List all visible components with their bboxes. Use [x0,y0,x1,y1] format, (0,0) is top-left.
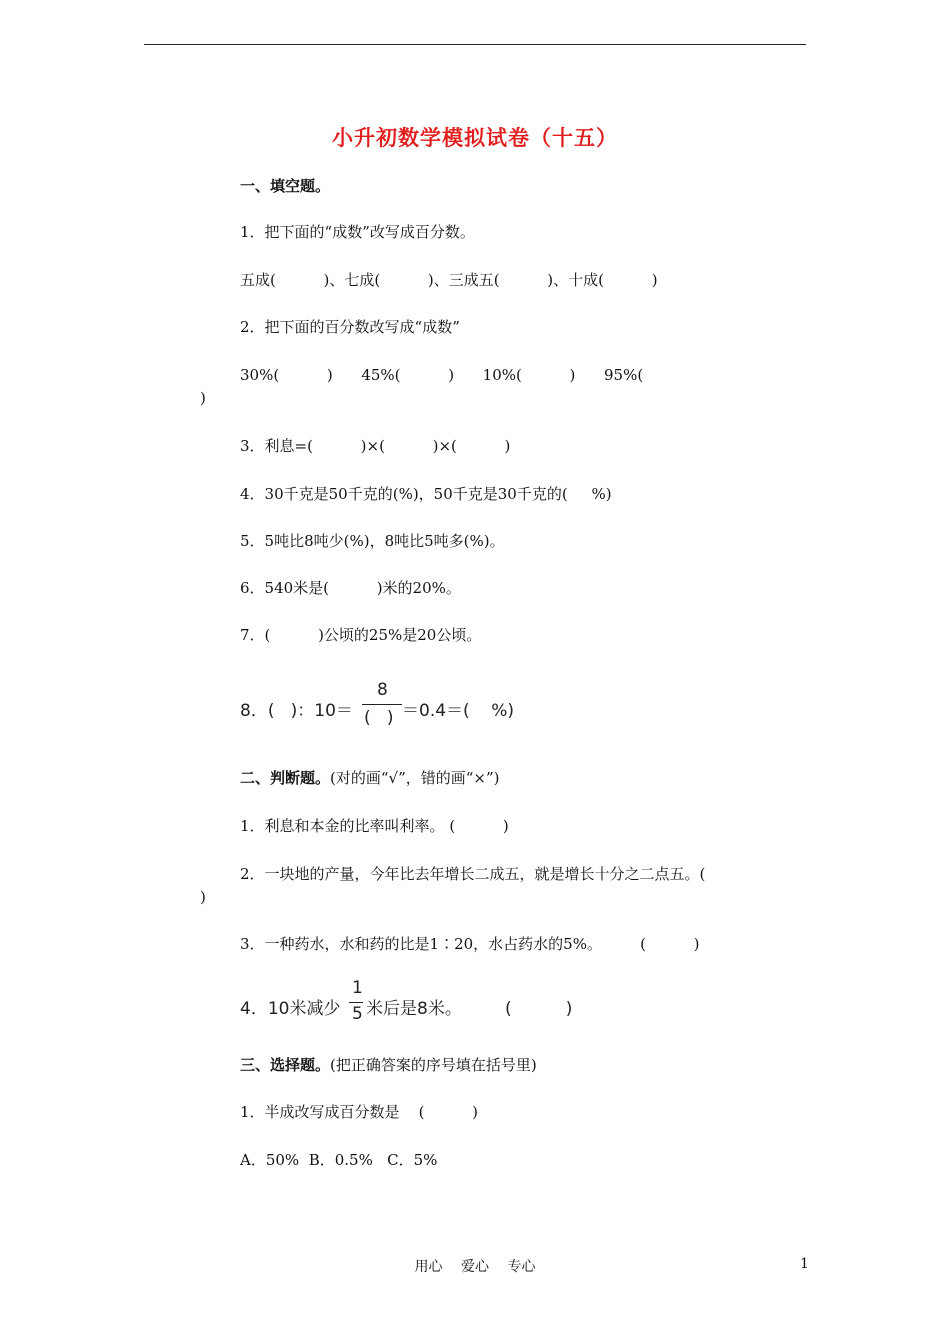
section3-heading: 三、选择题。 [240,1056,331,1074]
s1-q2-answers-wrap: ) [200,389,206,407]
section3-heading-line [240,1055,537,1075]
page-title: 小升初数学模拟试卷（十五） [332,125,618,150]
s1-q1: 1．把下面的“成数”改写成百分数。 [240,223,475,241]
s1-q6: 6．540米是( )米的20%。 [240,579,461,597]
s3-q1-options: A．50% B．0.5% C．5% [240,1151,438,1169]
s2-q4-denominator: 5 [352,1004,363,1024]
s1-q8-prefix: 8．( )：10＝ [240,701,353,721]
s1-q2-answers: 30%( ) 45%( ) 10%( ) 95%( [240,366,644,384]
s1-q8-numerator: 8 [377,680,388,700]
s2-q1: 1．利息和本金的比率叫利率。 ( ) [240,817,509,835]
s1-q3: 3．利息=( )×( )×( ) [240,437,511,455]
s2-q2: 2．一块地的产量，今年比去年增长二成五，就是增长十分之二点五。( [240,865,706,883]
s1-q4: 4．30千克是50千克的(%)，50千克是30千克的( %) [240,485,612,503]
section1-heading: 一、填空题。 [240,177,331,195]
section2-note: (对的画“√”，错的画“×”) [330,769,500,787]
section3-note: (把正确答案的序号填在括号里) [330,1056,537,1074]
section2-heading: 二、判断题。 [240,769,331,787]
s2-q4-suffix: 米后是8米。 ( ) [366,999,573,1019]
section2-heading-line [240,768,500,788]
s2-q4-fraction-bar [349,1002,363,1003]
header-rule [144,44,806,45]
s1-q8-denominator: ( ) [364,708,394,728]
s1-q8-fraction-bar [362,704,402,705]
s1-q8-suffix: ＝0.4＝( %) [402,701,515,721]
s1-q5: 5．5吨比8吨少(%)，8吨比5吨多(%)。 [240,532,505,550]
s1-q7: 7．( )公顷的25%是20公顷。 [240,626,482,644]
s1-q1-answers: 五成( )、七成( )、三成五( )、十成( ) [240,271,658,289]
s1-q2: 2．把下面的百分数改写成“成数” [240,318,460,336]
s3-q1: 1．半成改写成百分数是 ( ) [240,1103,479,1121]
s2-q2-wrap: ) [200,888,206,906]
footer-motto: 用心 爱心 专心 [414,1259,536,1275]
page-number: 1 [800,1256,809,1272]
s2-q4-numerator: 1 [352,978,363,998]
s2-q3: 3．一种药水，水和药的比是1∶20，水占药水的5%。 ( ) [240,935,700,953]
s2-q4-prefix: 4．10米减少 [240,999,341,1019]
